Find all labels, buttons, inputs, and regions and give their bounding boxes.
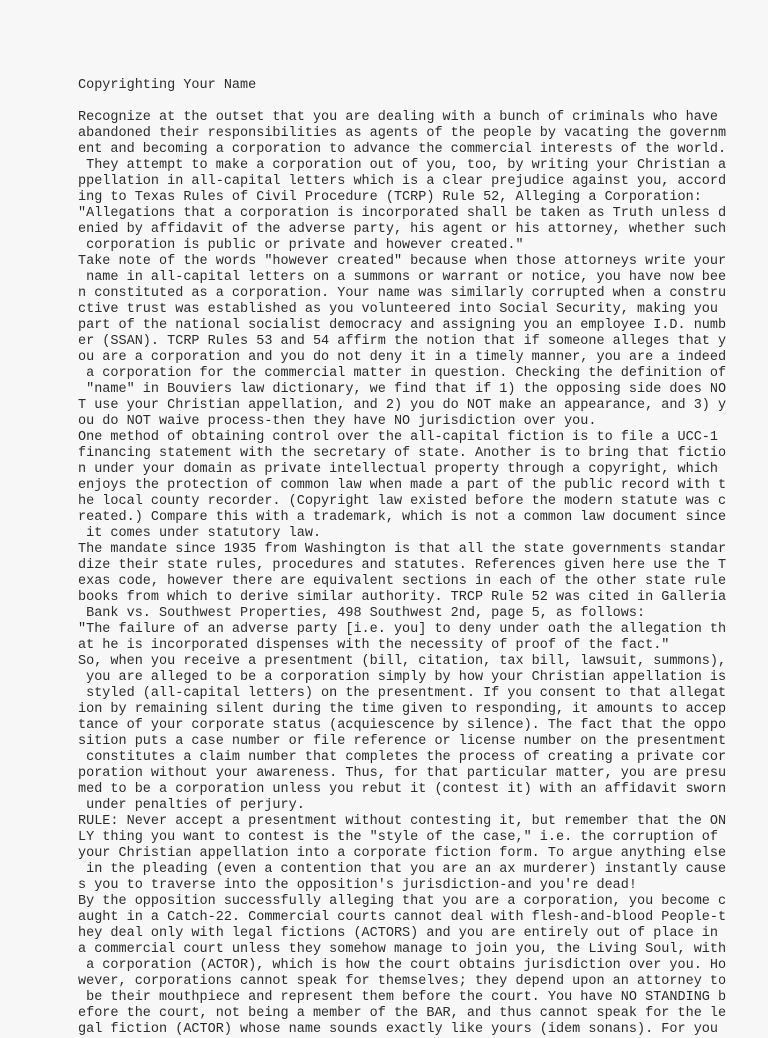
- text-line: T use your Christian appellation, and 2) you do NOT make an appearance, and 3) y: [78, 398, 727, 413]
- text-line: a corporation (ACTOR), which is how the court obtains jurisdiction over you. Ho: [78, 958, 727, 973]
- text-line: "The failure of an adverse party [i.e. you] to deny under oath the allegation th: [78, 622, 727, 637]
- text-line: Take note of the words "however created" because when those attorneys write your: [78, 254, 727, 269]
- text-line: med to be a corporation unless you rebut it (contest it) with an affidavit sworn: [78, 782, 727, 797]
- text-line: enjoys the protection of common law when made a part of the public record with t: [78, 478, 727, 493]
- text-line: he local county recorder. (Copyright law existed before the modern statute was c: [78, 494, 727, 509]
- text-line: corporation is public or private and however created.": [78, 238, 524, 253]
- text-line: it comes under statutory law.: [78, 526, 322, 541]
- text-line: n constituted as a corporation. Your name was similarly corrupted when a constru: [78, 286, 727, 301]
- text-line: One method of obtaining control over the all-capital fiction is to file a UCC-1: [78, 430, 719, 445]
- text-line: name in all-capital letters on a summons or warrant or notice, you have now bee: [78, 270, 727, 285]
- text-line: gal fiction (ACTOR) whose name sounds exactly like yours (idem sonans). For you: [78, 1022, 719, 1037]
- text-line: RULE: Never accept a presentment without contesting it, but remember that the ON: [78, 814, 727, 829]
- text-line: s you to traverse into the opposition's jurisdiction-and you're dead!: [78, 878, 637, 893]
- text-line: ou do NOT waive process-then they have NO jurisdiction over you.: [78, 414, 597, 429]
- text-line: at he is incorporated dispenses with the necessity of proof of the fact.": [78, 638, 670, 653]
- text-line: er (SSAN). TCRP Rules 53 and 54 affirm the notion that if someone alleges that y: [78, 334, 727, 349]
- text-line: constitutes a claim number that completes the process of creating a private cor: [78, 750, 727, 765]
- document-title: Copyrighting Your Name: [78, 78, 257, 93]
- text-line: So, when you receive a presentment (bill, citation, tax bill, lawsuit, summons),: [78, 654, 727, 669]
- text-line: you are alleged to be a corporation simply by how your Christian appellation is: [78, 670, 727, 685]
- text-line: tance of your corporate status (acquiescence by silence). The fact that the oppo: [78, 718, 727, 733]
- text-line: in the pleading (even a contention that you are an ax murderer) instantly cause: [78, 862, 727, 877]
- text-line: your Christian appellation into a corporate fiction form. To argue anything else: [78, 846, 727, 861]
- text-line: LY thing you want to contest is the "style of the case," i.e. the corruption of: [78, 830, 719, 845]
- text-line: "name" in Bouviers law dictionary, we find that if 1) the opposing side does NO: [78, 382, 727, 397]
- text-line: under penalties of perjury.: [78, 798, 305, 813]
- text-line: exas code, however there are equivalent sections in each of the other state rule: [78, 574, 727, 589]
- text-line: styled (all-capital letters) on the presentment. If you consent to that allegat: [78, 686, 727, 701]
- text-line: ou are a corporation and you do not deny it in a timely manner, you are a indeed: [78, 350, 727, 365]
- text-line: "Allegations that a corporation is incorporated shall be taken as Truth unless d: [78, 206, 727, 221]
- text-line: enied by affidavit of the adverse party, his agent or his attorney, whether such: [78, 222, 727, 237]
- text-line: ppellation in all-capital letters which is a clear prejudice against you, accord: [78, 174, 727, 189]
- text-line: ing to Texas Rules of Civil Procedure (TCRP) Rule 52, Alleging a Corporation:: [78, 190, 702, 205]
- text-line: ent and becoming a corporation to advance the commercial interests of the world.: [78, 142, 727, 157]
- text-line: They attempt to make a corporation out of you, too, by writing your Christian a: [78, 158, 727, 173]
- text-line: By the opposition successfully alleging that you are a corporation, you become c: [78, 894, 727, 909]
- text-line: ctive trust was established as you volunteered into Social Security, making you: [78, 302, 719, 317]
- text-line: poration without your awareness. Thus, for that particular matter, you are presu: [78, 766, 727, 781]
- text-line: hey deal only with legal fictions (ACTORS) and you are entirely out of place in: [78, 926, 719, 941]
- text-line: reated.) Compare this with a trademark, which is not a common law document since: [78, 510, 727, 525]
- text-line: books from which to derive similar authority. TRCP Rule 52 was cited in Galleria: [78, 590, 727, 605]
- text-line: financing statement with the secretary of state. Another is to bring that fictio: [78, 446, 727, 461]
- text-line: efore the court, not being a member of the BAR, and thus cannot speak for the le: [78, 1006, 727, 1021]
- text-line: dize their state rules, procedures and statutes. References given here use the T: [78, 558, 727, 573]
- text-line: a corporation for the commercial matter in question. Checking the definition of: [78, 366, 727, 381]
- text-line: be their mouthpiece and represent them before the court. You have NO STANDING b: [78, 990, 727, 1005]
- text-line: sition puts a case number or file reference or license number on the presentment: [78, 734, 727, 749]
- text-line: abandoned their responsibilities as agents of the people by vacating the governm: [78, 126, 727, 141]
- text-line: wever, corporations cannot speak for themselves; they depend upon an attorney to: [78, 974, 727, 989]
- text-line: Recognize at the outset that you are dealing with a bunch of criminals who have: [78, 110, 719, 125]
- text-line: The mandate since 1935 from Washington is that all the state governments standar: [78, 542, 727, 557]
- text-line: n under your domain as private intellectual property through a copyright, which: [78, 462, 719, 477]
- text-line: Bank vs. Southwest Properties, 498 Southwest 2nd, page 5, as follows:: [78, 606, 646, 621]
- document-body: [78, 110, 727, 1038]
- text-line: ion by remaining silent during the time given to responding, it amounts to accep: [78, 702, 727, 717]
- text-line: part of the national socialist democracy and assigning you an employee I.D. numb: [78, 318, 727, 333]
- text-line: aught in a Catch-22. Commercial courts cannot deal with flesh-and-blood People-t: [78, 910, 727, 925]
- text-line: a commercial court unless they somehow manage to join you, the Living Soul, with: [78, 942, 727, 957]
